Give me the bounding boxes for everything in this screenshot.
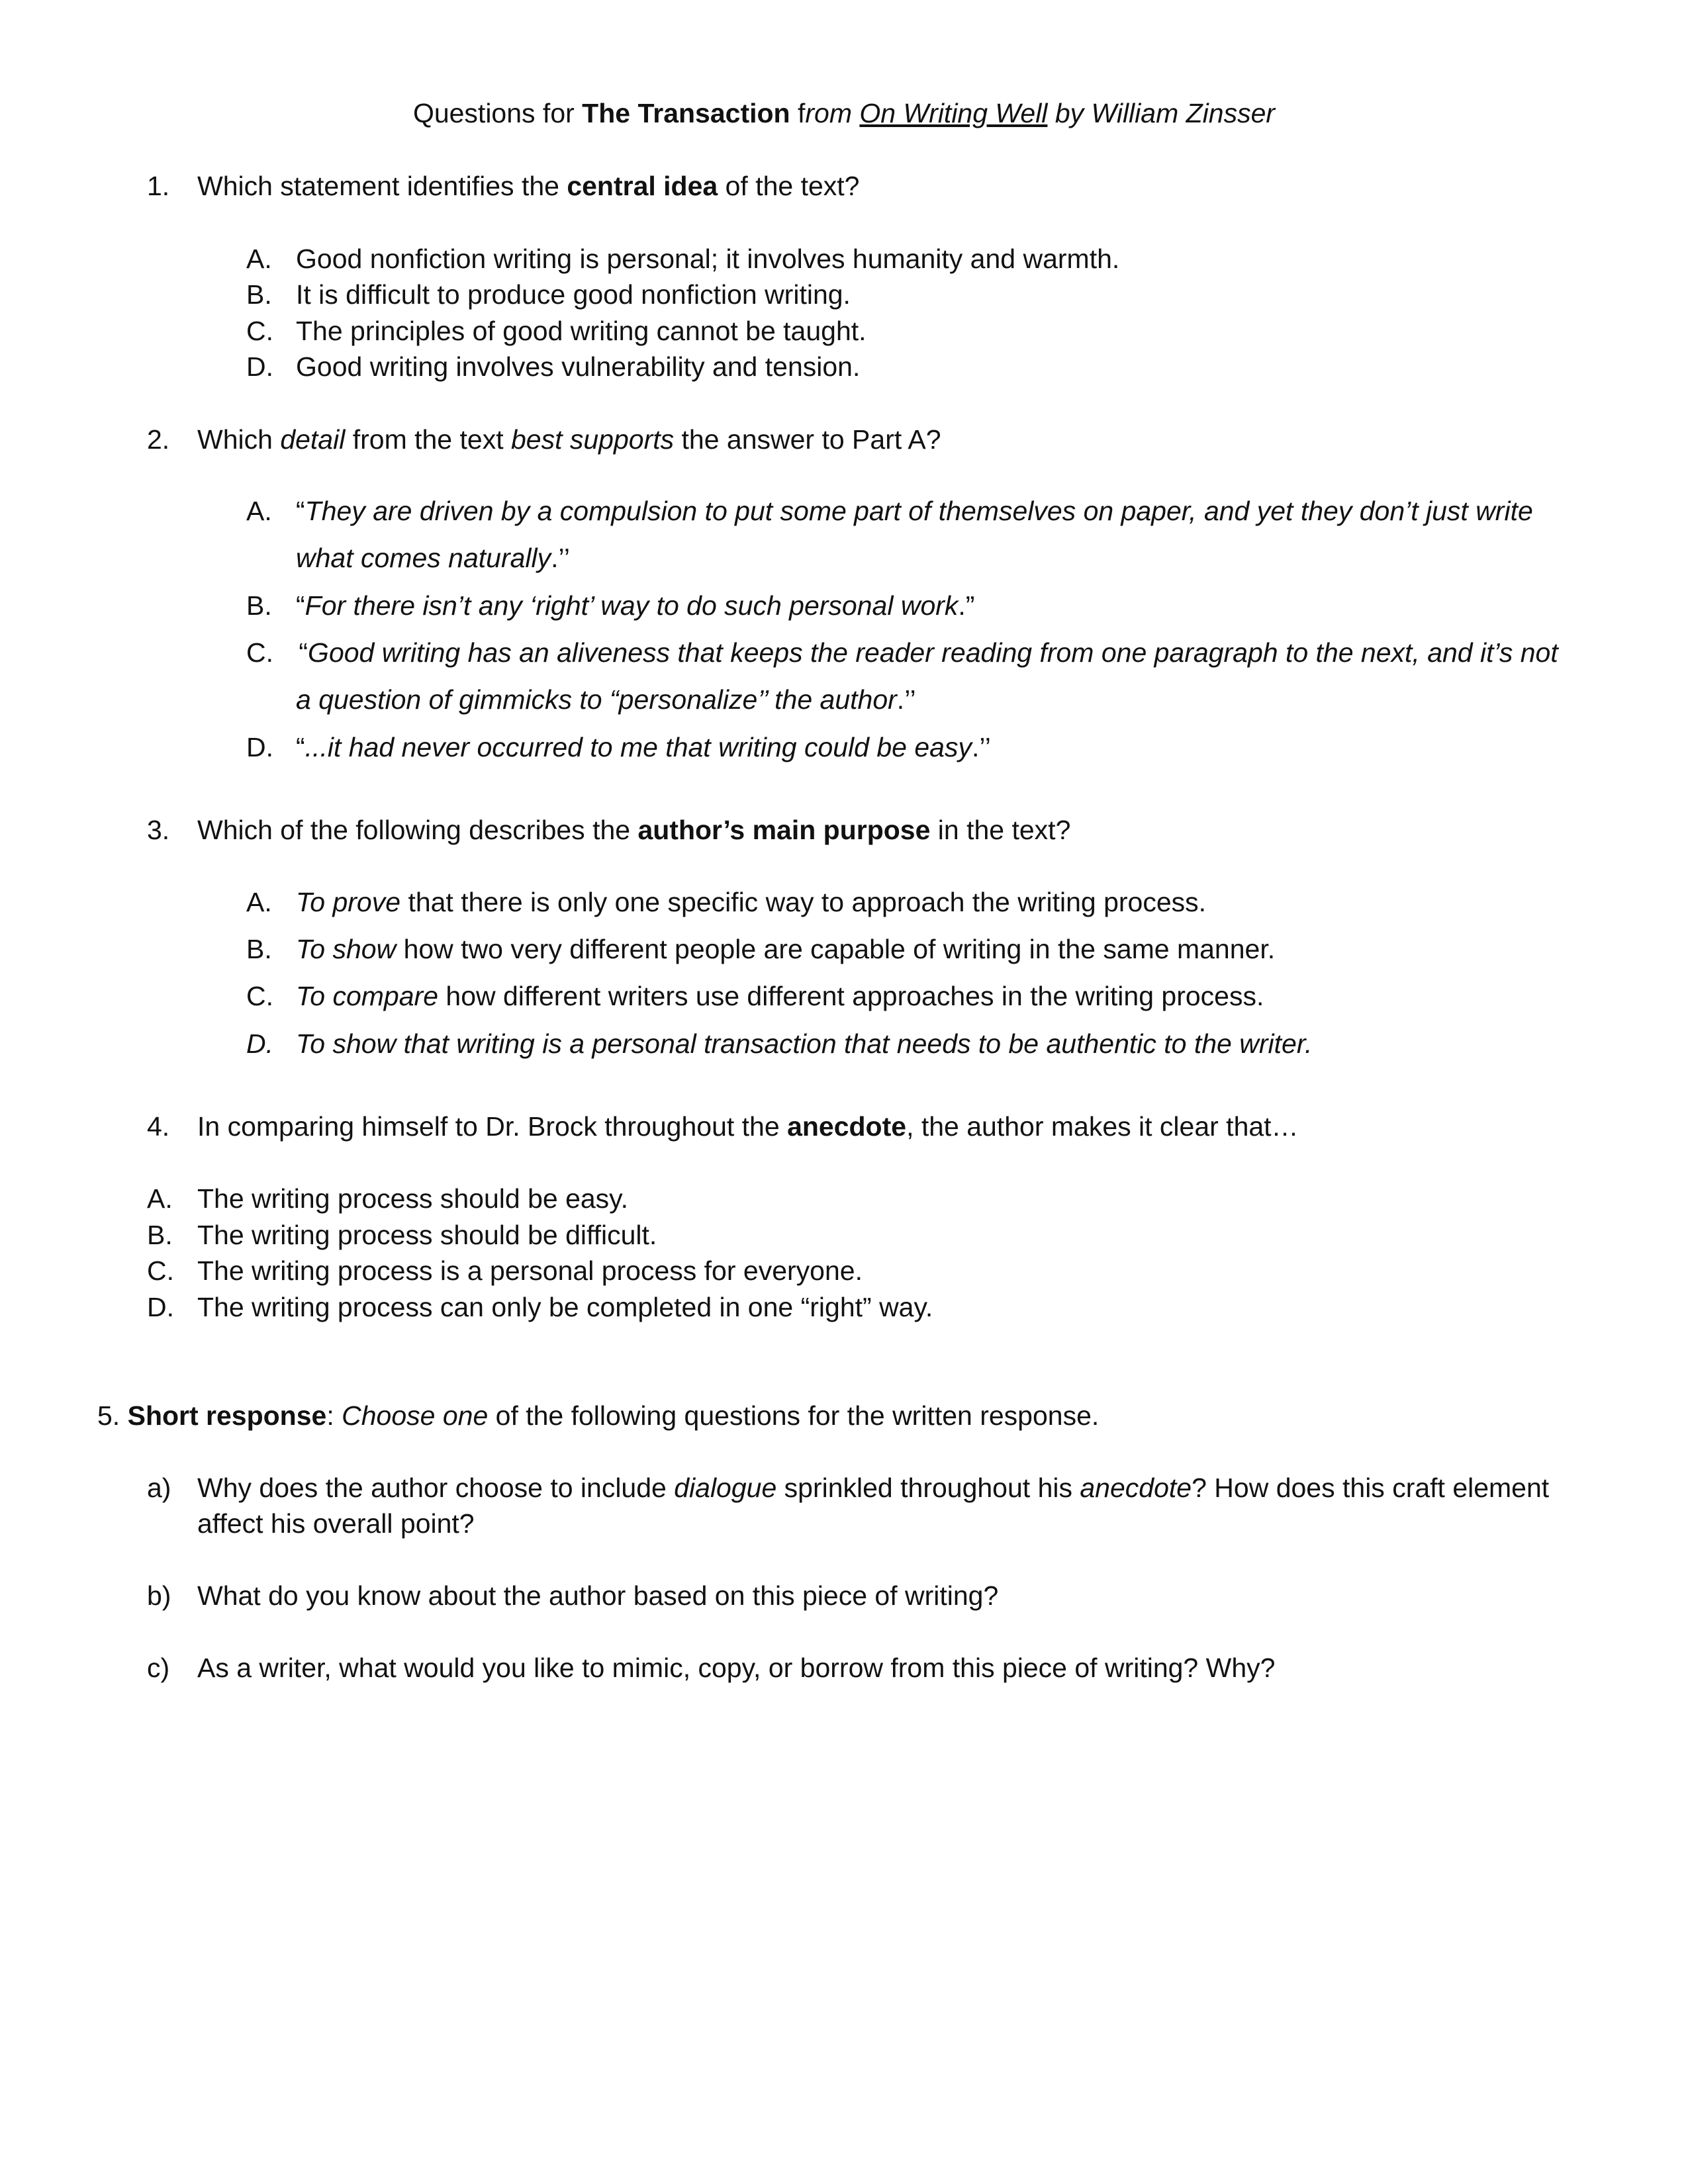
question-text: 5. Short response: Choose one of the following questions for the written response. — [97, 1400, 1100, 1431]
title-bold: The Transaction — [582, 98, 790, 128]
question-text: Which of the following describes the author’s main purpose in the text? — [197, 815, 1071, 845]
question-text: In comparing himself to Dr. Brock throughout the anecdote, the author makes it clear that… — [197, 1111, 1299, 1142]
question-number: 3. — [147, 815, 170, 845]
question-text: Which detail from the text best supports the answer to Part A? — [197, 424, 941, 455]
question-number: 4. — [147, 1111, 170, 1142]
question-number: 2. — [147, 424, 170, 455]
question-number: 1. — [147, 171, 170, 201]
question-text: Which statement identifies the central idea of the text? — [197, 171, 860, 201]
book-title: On Writing Well — [859, 98, 1048, 128]
worksheet-page: Questions for The Transaction from On Writing Well by William Zinsser 1. Which statement identifies the central idea of the text? A. Good nonfiction writing is personal; it involves humanity and warmth. B. It is difficult to produce good nonfiction writing. C. The principles of good writing cannot be taught. D. Good writing involves vulnerability and tension. 2. Which detail from the text best supports the answer to Part A? A. “They are driven by a compulsion to put some part of themselves on paper, and yet they don’t just write what comes naturally.’’ B. “For there isn’t any ‘right’ way to do such personal work.” C. “Good writing has an aliveness that keeps the reader reading from one paragraph to the next, and it’s not a question of gimmicks to “personalize’’ the author.’’ D. “...it had never occurred to me that writing could be easy.’’ 3. Which of the following describes the author’s main purpose in the text? A. To prove that there is only one specific way to approach the writing process. B. To show how two very different people are capable of writing in the same manner. C. To compare how different writers use different approaches in the writing process. D. To show that writing is a personal transaction that needs to be authentic to the writer. 4. In comparing himself to Dr. Brock throughout the anecdote, the author makes it clear that… A. The writing process should be easy. B. The writing process should be difficult. C. The writing process is a personal process for everyone. D. The writing process can only be completed in one “right” way. 5. Short response: Choose one of the following questions for the written response. a) Why does the author choose to include dialogue sprinkled throughout his anecdote? How does this craft element affect his overall point? b) What do you know about the author based on this piece of writing? c) As a writer, what would you like to mimic, copy, or borrow from this piece of writing? Why? — [0, 0, 1688, 2184]
page-title: Questions for The Transaction from On Writing Well by William Zinsser — [412, 98, 1276, 128]
